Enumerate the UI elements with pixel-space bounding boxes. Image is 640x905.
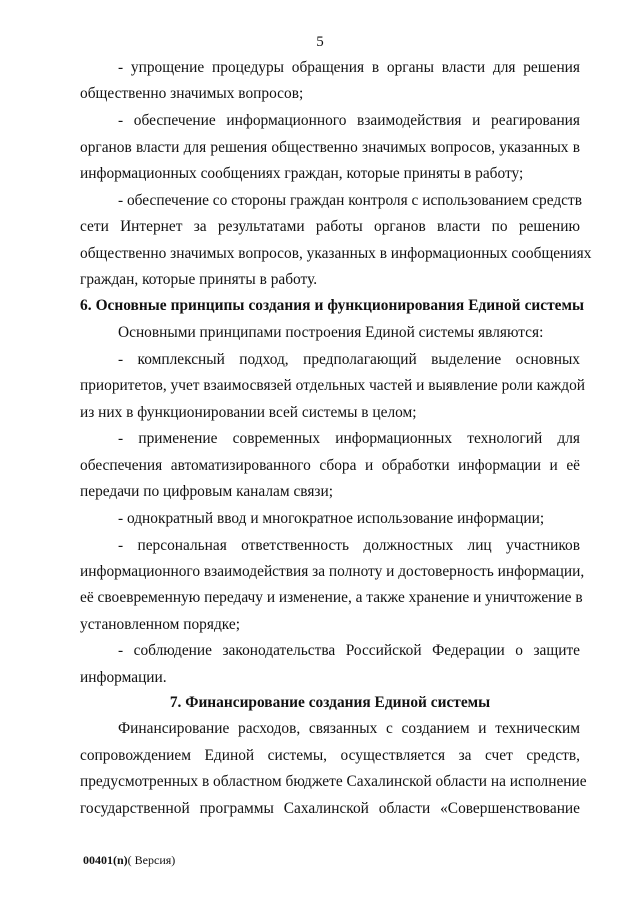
text-line: - персональная ответственность должностных лиц участников [118, 537, 580, 554]
text-line: - обеспечение со стороны граждан контроля с использованием средств [118, 192, 582, 209]
text-line: граждан, которые приняты в работу. [80, 271, 318, 288]
text-line: информационных сообщениях граждан, которые приняты в работу; [80, 165, 524, 182]
text-line: сети Интернет за результатами работы органов власти по решению [80, 218, 580, 235]
section-heading: 7. Финансирование создания Единой системы [169, 694, 491, 711]
text-line: передачи по цифровым каналам связи; [80, 483, 334, 500]
text-line: информации. [80, 669, 167, 686]
text-line: предусмотренных в областном бюджете Сахалинской области на исполнение [80, 773, 587, 790]
text-line: информационного взаимодействия за полноту и достоверность информации, [80, 563, 585, 580]
text-line: - комплексный подход, предполагающий выделение основных [118, 351, 580, 368]
footer-version: ( Версия) [127, 853, 176, 867]
text-line: - обеспечение информационного взаимодействия и реагирования [118, 112, 580, 129]
text-line: - однократный ввод и многократное использование информации; [118, 510, 545, 527]
text-line: общественно значимых вопросов, указанных в информационных сообщениях [80, 245, 592, 262]
text-line: из них в функционировании всей системы в целом; [80, 404, 417, 421]
page-number: 5 [316, 34, 324, 50]
text-line: - применение современных информационных технологий для [118, 430, 580, 447]
text-line: общественно значимых вопросов; [80, 85, 304, 102]
footer-code: 00401(n) [83, 853, 128, 867]
text-line: Основными принципами построения Единой системы являются: [118, 324, 544, 341]
text-line: её своевременную передачу и изменение, а также хранение и уничтожение в [80, 589, 583, 606]
text-line: Финансирование расходов, связанных с созданием и техническим [118, 720, 580, 737]
text-line: приоритетов, учет взаимосвязей отдельных частей и выявление роли каждой [80, 377, 586, 394]
text-line: органов власти для решения общественно значимых вопросов, указанных в [80, 139, 580, 156]
text-line: сопровождением Единой системы, осуществляется за счет средств, [80, 747, 580, 764]
footer [83, 853, 175, 868]
text-line: обеспечения автоматизированного сбора и обработки информации и её [80, 457, 580, 474]
section-heading: 6. Основные принципы создания и функционирования Единой системы [80, 297, 584, 314]
text-line: установленном порядке; [80, 616, 240, 633]
text-line: государственной программы Сахалинской области «Совершенствование [80, 800, 580, 817]
text-line: - упрощение процедуры обращения в органы власти для решения [118, 59, 580, 76]
text-line: - соблюдение законодательства Российской Федерации о защите [118, 642, 580, 659]
